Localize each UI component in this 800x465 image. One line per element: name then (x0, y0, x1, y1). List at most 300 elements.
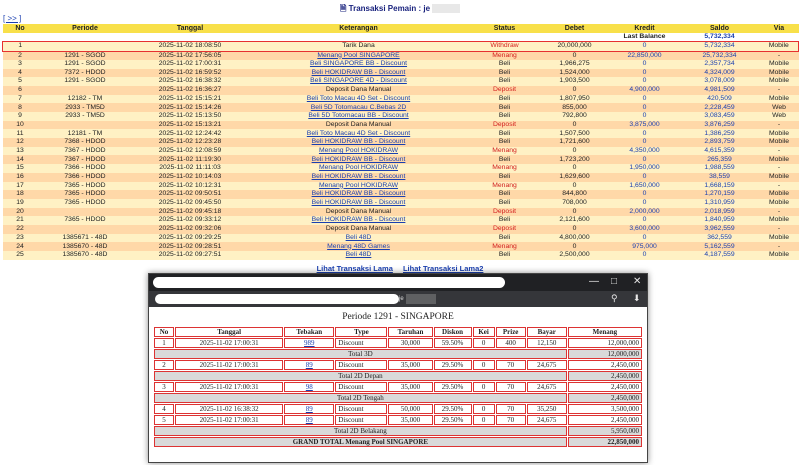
row-via: Web (772, 112, 786, 120)
table-row (3, 138, 799, 147)
row-saldo: 2,228,459 (704, 103, 735, 111)
row-saldo: 265,359 (707, 155, 732, 163)
row-debet: 0 (572, 86, 577, 94)
transaction-table (2, 24, 799, 260)
row-kredit[interactable]: 0 (642, 199, 647, 207)
row-via: - (777, 242, 781, 250)
bet-tebakan[interactable]: 989 (304, 339, 315, 347)
bet-tanggal: 2025-11-02 16:38:32 (199, 405, 259, 413)
row-kredit[interactable]: 4,350,000 (629, 146, 660, 154)
row-saldo: 4,615,359 (704, 146, 735, 154)
popup-address-bar (149, 291, 647, 307)
row-tanggal: 2025-11-02 10:12:31 (158, 181, 222, 189)
table-row (3, 42, 799, 51)
row-periode: 1291 - SGOD (64, 51, 106, 59)
row-keterangan-link[interactable]: Beli Toto Macau 4D Set - Discount (306, 129, 411, 137)
row-kredit[interactable]: 0 (642, 103, 647, 111)
row-via: - (777, 181, 781, 189)
row-via: - (777, 86, 781, 94)
row-tanggal: 2025-11-02 09:32:06 (158, 225, 222, 233)
row-periode: 2933 - TM5D (65, 103, 105, 111)
row-kredit[interactable]: 0 (642, 251, 647, 259)
row-saldo: 1,386,259 (704, 129, 735, 137)
row-tanggal: 2025-11-02 09:50:51 (158, 190, 222, 198)
row-saldo: 420,509 (707, 94, 732, 102)
row-kredit[interactable]: 1,950,000 (629, 164, 660, 172)
row-debet: 4,800,000 (559, 233, 590, 241)
row-status: Beli (498, 216, 511, 224)
row-debet: 20,000,000 (557, 42, 592, 50)
row-debet: 792,800 (562, 112, 587, 120)
row-no: 16 (16, 173, 24, 181)
row-no: 10 (16, 120, 24, 128)
row-debet: 0 (572, 242, 577, 250)
row-kredit[interactable]: 0 (642, 112, 647, 120)
bet-taruhan: 50,000 (400, 405, 421, 413)
row-tanggal: 2025-11-02 12:24:42 (158, 129, 222, 137)
subtotal-label: Total 2D Tengah (154, 393, 567, 403)
row-tanggal: 2025-11-02 11:19:30 (158, 155, 222, 163)
row-keterangan-link[interactable]: Menang Pool HOKIDRAW (318, 164, 399, 172)
row-via: Mobile (768, 155, 790, 163)
row-tanggal: 2025-11-02 17:56:05 (158, 51, 222, 59)
row-tanggal: 2025-11-02 09:45:50 (158, 199, 222, 207)
row-debet: 1,903,500 (559, 77, 590, 85)
row-tanggal: 2025-11-02 12:08:59 (158, 146, 222, 154)
last-balance-value: 5,732,334 (680, 33, 760, 42)
row-debet: 0 (572, 146, 577, 154)
table-row (3, 69, 799, 78)
bet-diskon: 29.50% (441, 361, 464, 369)
bet-diskon: 29.50% (441, 383, 464, 391)
row-keterangan-link[interactable]: Beli SINGAPORE BB - Discount (309, 60, 408, 68)
row-periode: 7366 - HDOD (64, 173, 106, 181)
row-periode: 7366 - HDOD (64, 164, 106, 172)
row-no: 25 (16, 251, 24, 259)
col-debet: Debet (540, 24, 610, 33)
row-via: Mobile (768, 173, 790, 181)
row-keterangan-link[interactable]: Beli 5D Totomacau C.Bebas 2D (310, 103, 407, 111)
row-keterangan-link[interactable]: Beli HOKIDRAW BB - Discount (311, 216, 406, 224)
subtotal-row (154, 371, 642, 381)
bet-bayar: 12,150 (537, 339, 557, 347)
row-debet: 2,121,600 (559, 216, 590, 224)
row-tanggal: 2025-11-02 17:00:31 (158, 60, 222, 68)
minimize-icon[interactable]: — (589, 276, 599, 287)
bet-taruhan: 35,000 (400, 416, 421, 424)
bet-diskon: 29.50% (441, 405, 464, 413)
row-periode: 1291 - SGOD (64, 77, 106, 85)
row-status: Deposit (492, 120, 517, 128)
row-no: 9 (18, 112, 22, 120)
row-kredit[interactable]: 3,600,000 (629, 225, 660, 233)
bet-kei: 0 (481, 416, 486, 424)
row-debet: 708,000 (562, 199, 587, 207)
row-kredit[interactable]: 975,000 (632, 242, 657, 250)
row-debet: 0 (572, 207, 577, 215)
row-saldo: 1,668,159 (704, 181, 735, 189)
row-kredit[interactable]: 0 (642, 155, 647, 163)
footer-links (0, 264, 800, 273)
row-no: 23 (16, 233, 24, 241)
pcol-tebakan: Tebakan (284, 327, 334, 337)
row-via: Mobile (768, 190, 790, 198)
row-kredit[interactable]: 2,000,000 (629, 207, 660, 215)
table-row (3, 182, 799, 191)
row-status: Deposit (492, 225, 517, 233)
bet-no: 1 (162, 339, 166, 347)
row-status: Beli (498, 68, 511, 76)
row-via: Mobile (768, 129, 790, 137)
row-tanggal: 2025-11-02 12:23:28 (158, 138, 222, 146)
row-via: - (777, 207, 781, 215)
bet-row (154, 404, 642, 414)
bet-prize: 70 (507, 361, 515, 369)
bet-menang: 2,450,000 (611, 361, 639, 369)
row-saldo: 5,162,559 (704, 242, 735, 250)
bet-no: 3 (162, 383, 166, 391)
bet-tanggal: 2025-11-02 17:00:31 (199, 416, 259, 424)
table-row (3, 51, 799, 60)
bet-menang: 3,500,000 (611, 405, 639, 413)
bet-diskon: 29.50% (441, 416, 464, 424)
bet-taruhan: 35,000 (400, 361, 421, 369)
row-periode: 1291 - SGOD (64, 60, 106, 68)
subtotal-row (154, 393, 642, 403)
close-icon[interactable]: ✕ (633, 276, 642, 287)
table-row (3, 225, 799, 234)
zoom-icon[interactable]: ⚲ (611, 293, 618, 303)
row-keterangan-link[interactable]: Beli HOKIDRAW BB - Discount (311, 68, 406, 76)
bet-prize: 70 (507, 383, 515, 391)
row-via: Mobile (768, 68, 790, 76)
row-status: Beli (498, 251, 511, 259)
bet-no: 5 (162, 416, 166, 424)
row-debet: 855,000 (562, 103, 587, 111)
row-via: - (777, 225, 781, 233)
row-status: Beli (498, 112, 511, 120)
table-row (3, 234, 799, 243)
row-keterangan-link[interactable]: Beli HOKIDRAW BB - Discount (311, 138, 406, 146)
row-status: Deposit (492, 207, 517, 215)
row-keterangan-link[interactable]: Menang Pool HOKIDRAW (318, 181, 399, 189)
bet-tanggal: 2025-11-02 17:00:31 (199, 383, 259, 391)
row-via: - (777, 51, 781, 59)
bet-bayar: 24,675 (537, 383, 557, 391)
bet-prize: 400 (505, 339, 516, 347)
row-keterangan: Tarik Dana (342, 42, 375, 50)
row-via: Mobile (768, 199, 790, 207)
row-saldo: 362,559 (707, 233, 732, 241)
bet-prize: 70 (507, 416, 515, 424)
bet-tebakan[interactable]: 89 (305, 416, 313, 424)
row-tanggal: 2025-11-02 09:29:25 (158, 233, 222, 241)
row-status: Beli (498, 138, 511, 146)
row-via: Mobile (768, 138, 790, 146)
row-status: Beli (498, 190, 511, 198)
download-icon[interactable]: ⬇ (633, 293, 641, 303)
pcol-bayar: Bayar (527, 327, 567, 337)
document-icon: 🗎 (339, 4, 347, 13)
row-status: Beli (498, 94, 511, 102)
row-kredit[interactable]: 0 (642, 138, 647, 146)
table-row (3, 155, 799, 164)
row-keterangan-link[interactable]: Menang 48D Games (327, 242, 390, 250)
row-tanggal: 2025-11-02 09:28:51 (158, 242, 222, 250)
row-saldo: 3,083,459 (704, 112, 735, 120)
redacted-url[interactable] (155, 294, 399, 304)
row-debet: 844,800 (562, 190, 587, 198)
bet-tebakan[interactable]: 89 (305, 361, 313, 369)
bet-menang: 12,000,000 (607, 339, 639, 347)
row-status: Withdraw (490, 42, 519, 50)
row-no: 6 (18, 86, 22, 94)
bet-row (154, 415, 642, 425)
row-kredit[interactable]: 0 (642, 60, 647, 68)
bet-no: 2 (162, 361, 166, 369)
row-keterangan-link[interactable]: Beli 48D (345, 251, 372, 259)
row-tanggal: 2025-11-02 09:33:12 (158, 216, 222, 224)
bet-tebakan[interactable]: 89 (305, 405, 313, 413)
col-periode: Periode (38, 24, 133, 33)
table-row (3, 242, 799, 251)
row-kredit[interactable]: 0 (642, 190, 647, 198)
bet-bayar: 35,250 (537, 405, 557, 413)
row-periode: 7365 - HDOD (64, 181, 106, 189)
row-status: Menang (492, 51, 517, 59)
popup-titlebar (149, 274, 647, 291)
bet-taruhan: 30,000 (400, 339, 421, 347)
row-no: 21 (16, 216, 24, 224)
row-saldo: 1,270,159 (704, 190, 735, 198)
pcol-type: Type (335, 327, 387, 337)
row-kredit[interactable]: 0 (642, 216, 647, 224)
row-saldo: 4,324,009 (704, 68, 735, 76)
row-tanggal: 2025-11-02 16:59:52 (158, 68, 222, 76)
url-fragment: je (399, 296, 404, 302)
row-tanggal: 2025-11-02 09:27:51 (158, 251, 222, 259)
row-status: Beli (498, 173, 511, 181)
table-row (3, 112, 799, 121)
row-tanggal: 2025-11-02 16:38:32 (158, 77, 222, 85)
row-tanggal: 2025-11-02 18:08:50 (158, 42, 222, 50)
subtotal-label: Total 2D Belakang (154, 426, 567, 436)
period-detail-popup (148, 273, 648, 463)
row-debet: 1,723,200 (559, 155, 590, 163)
row-keterangan-link[interactable]: Beli HOKIDRAW BB - Discount (311, 199, 406, 207)
row-kredit[interactable]: 3,875,000 (629, 120, 660, 128)
row-debet: 0 (572, 51, 577, 59)
old-transactions-link[interactable]: Lihat Transaksi Lama (316, 264, 393, 273)
row-periode: 7367 - HDOD (64, 146, 106, 154)
last-balance-label: Last Balance (610, 33, 680, 42)
row-keterangan-link[interactable]: Beli Toto Macau 4D Set - Discount (306, 94, 411, 102)
row-status: Beli (498, 199, 511, 207)
table-row (3, 103, 799, 112)
bet-menang: 2,450,000 (611, 416, 639, 424)
row-status: Deposit (492, 86, 517, 94)
row-kredit[interactable]: 0 (642, 42, 647, 50)
row-periode: 7365 - HDOD (64, 190, 106, 198)
bet-tebakan[interactable]: 98 (305, 383, 313, 391)
row-kredit[interactable]: 1,650,000 (629, 181, 660, 189)
row-no: 1 (18, 42, 23, 50)
row-status: Beli (498, 155, 511, 163)
row-kredit[interactable]: 0 (642, 94, 647, 102)
pcol-prize: Prize (496, 327, 526, 337)
row-status: Beli (498, 103, 511, 111)
bet-detail-table (153, 326, 643, 448)
row-no: 15 (16, 164, 24, 172)
row-tanggal: 2025-11-02 10:14:03 (158, 173, 222, 181)
row-saldo: 1,988,559 (704, 164, 735, 172)
table-row (3, 164, 799, 173)
row-no: 20 (16, 207, 24, 215)
row-saldo: 5,732,334 (704, 42, 735, 50)
subtotal-value: 5,950,000 (568, 426, 642, 436)
row-via: - (777, 120, 781, 128)
bet-kei: 0 (481, 339, 486, 347)
row-periode: 12182 - TM (67, 94, 103, 102)
row-keterangan: Deposit Dana Manual (325, 86, 392, 94)
table-header-row (3, 24, 799, 33)
row-saldo: 3,962,559 (704, 225, 735, 233)
bet-bayar: 24,675 (537, 361, 557, 369)
row-no: 18 (16, 190, 24, 198)
redacted-username (432, 4, 460, 13)
row-debet: 1,966,275 (559, 60, 590, 68)
table-row (3, 86, 799, 95)
row-status: Beli (498, 233, 511, 241)
row-via: Web (772, 103, 786, 111)
row-debet: 2,500,000 (559, 251, 590, 259)
row-status: Menang (492, 164, 517, 172)
row-periode: 2933 - TM5D (65, 112, 105, 120)
row-keterangan-link[interactable]: Beli SINGAPORE 4D - Discount (310, 77, 407, 85)
row-no: 24 (16, 242, 24, 250)
table-row (3, 121, 799, 130)
maximize-icon[interactable]: □ (611, 276, 618, 287)
subtotal-value: 2,450,000 (568, 393, 642, 403)
row-keterangan-link[interactable]: Beli HOKIDRAW BB - Discount (311, 173, 406, 181)
row-via: Mobile (768, 42, 789, 50)
subtotal-value: 12,000,000 (568, 349, 642, 359)
row-tanggal: 2025-11-02 11:11:03 (159, 164, 221, 172)
bet-tanggal: 2025-11-02 17:00:31 (199, 361, 259, 369)
bet-type: Discount (338, 361, 364, 369)
row-kredit[interactable]: 4,900,000 (629, 86, 660, 94)
row-keterangan-link[interactable]: Menang Pool SINGAPORE (317, 51, 400, 59)
row-kredit[interactable]: 0 (642, 129, 647, 137)
next-page-link[interactable]: [ >> ] (3, 14, 22, 23)
row-no: 4 (18, 68, 22, 76)
row-debet: 0 (572, 120, 577, 128)
bet-taruhan: 35,000 (400, 383, 421, 391)
row-periode: 7372 - HDOD (64, 68, 106, 76)
row-keterangan-link[interactable]: Beli HOKIDRAW BB - Discount (311, 155, 406, 163)
table-row (3, 60, 799, 69)
subtotal-label: GRAND TOTAL Menang Pool SINGAPORE (154, 437, 567, 447)
row-status: Beli (498, 129, 511, 137)
bet-kei: 0 (481, 405, 486, 413)
row-keterangan-link[interactable]: Menang Pool HOKIDRAW (318, 146, 399, 154)
table-row (3, 208, 799, 217)
subtotal-row (154, 349, 642, 359)
row-tanggal: 2025-11-02 15:13:50 (158, 112, 222, 120)
bet-row (154, 338, 642, 348)
col-kredit: Kredit (610, 24, 680, 33)
bet-tanggal: 2025-11-02 17:00:31 (199, 339, 259, 347)
col-saldo: Saldo (680, 24, 760, 33)
row-saldo: 2,893,759 (704, 138, 735, 146)
bet-row (154, 382, 642, 392)
pcol-diskon: Diskon (434, 327, 472, 337)
row-no: 12 (16, 138, 24, 146)
table-row (3, 251, 799, 260)
row-via: Mobile (768, 94, 790, 102)
old-transactions-link-2[interactable]: Lihat Transaksi Lama2 (402, 264, 484, 273)
row-debet: 0 (572, 164, 577, 172)
row-keterangan-link[interactable]: Beli 48D (345, 233, 372, 241)
table-row (3, 147, 799, 156)
row-periode: 7367 - HDOD (64, 155, 106, 163)
row-periode: 7365 - HDOD (64, 216, 106, 224)
col-via: Via (760, 24, 799, 33)
bet-type: Discount (338, 339, 364, 347)
row-no: 8 (18, 103, 22, 111)
row-keterangan: Deposit Dana Manual (325, 120, 392, 128)
row-saldo: 1,310,959 (704, 199, 735, 207)
row-periode: 7368 - HDOD (64, 138, 106, 146)
page-title (0, 3, 800, 17)
row-debet: 1,807,950 (559, 94, 590, 102)
row-periode: 7365 - HDOD (64, 199, 106, 207)
subtotal-value: 2,450,000 (568, 371, 642, 381)
row-saldo: 4,981,509 (704, 86, 735, 94)
table-row (3, 95, 799, 104)
popup-header-row (154, 327, 642, 337)
bet-menang: 2,450,000 (611, 383, 639, 391)
row-saldo: 38,559 (709, 173, 730, 181)
row-tanggal: 2025-11-02 16:36:27 (158, 86, 222, 94)
row-debet: 0 (572, 181, 577, 189)
row-periode: 1385670 - 48D (62, 251, 108, 259)
row-saldo: 3,078,009 (704, 77, 735, 85)
subtotal-value: 22,850,000 (568, 437, 642, 447)
row-kredit[interactable]: 0 (642, 173, 647, 181)
row-kredit[interactable]: 0 (642, 77, 647, 85)
row-kredit[interactable]: 22,850,000 (627, 51, 662, 59)
row-status: Menang (492, 181, 517, 189)
col-no: No (3, 24, 38, 33)
row-keterangan-link[interactable]: Beli 5D Totomacau BB - Discount (308, 112, 409, 120)
bet-type: Discount (338, 416, 364, 424)
row-kredit[interactable]: 0 (642, 68, 647, 76)
row-no: 13 (16, 146, 24, 154)
table-row (3, 129, 799, 138)
row-via: Mobile (768, 60, 790, 68)
grand-total-row (154, 437, 642, 447)
row-kredit[interactable]: 0 (642, 233, 647, 241)
row-no: 11 (16, 129, 24, 137)
row-no: 19 (16, 199, 24, 207)
redacted-url-part (406, 294, 436, 304)
pcol-no: No (154, 327, 174, 337)
row-saldo: 2,357,734 (704, 60, 735, 68)
row-saldo: 3,876,259 (704, 120, 735, 128)
row-keterangan-link[interactable]: Beli HOKIDRAW BB - Discount (311, 190, 406, 198)
table-row (3, 173, 799, 182)
